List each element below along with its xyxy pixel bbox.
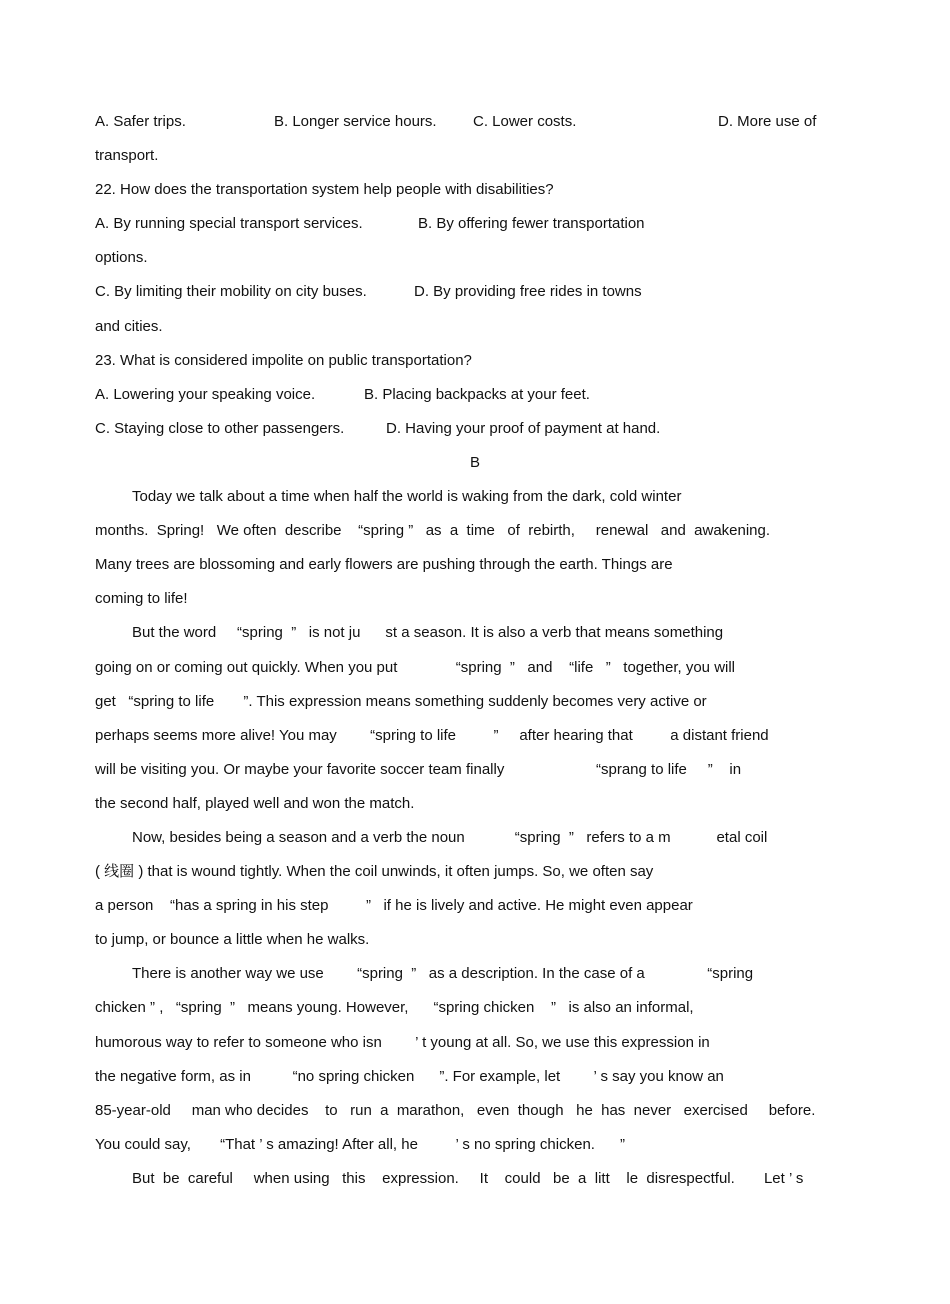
q21-option-a: A. Safer trips. — [95, 113, 186, 130]
passage-line: There is another way we use “spring ” as a description. In the case of a “spring — [132, 965, 754, 982]
q21-option-c: C. Lower costs. — [473, 113, 577, 130]
passage-line: the second half, played well and won the match. — [95, 795, 415, 812]
passage-line: to jump, or bounce a little when he walks. — [95, 931, 370, 948]
passage-line: 85-year-old man who decides to run a marathon, even though he has never exercised before. — [95, 1102, 816, 1119]
q22-question: 22. How does the transportation system help people with disabilities? — [95, 181, 554, 198]
q22-option-b: B. By offering fewer transportation — [418, 215, 645, 232]
q21-option-b: B. Longer service hours. — [274, 113, 437, 130]
q22-option-d: D. By providing free rides in towns — [414, 283, 642, 300]
q23-option-d: D. Having your proof of payment at hand. — [386, 420, 661, 437]
passage-line: will be visiting you. Or maybe your favorite soccer team finally “sprang to life ” in — [95, 761, 742, 778]
passage-line: You could say, “That ’ s amazing! After all, he ’ s no spring chicken. ” — [95, 1136, 625, 1153]
q22-option-b-continued: options. — [95, 249, 148, 266]
passage-line: going on or coming out quickly. When you put “spring ” and “life ” together, you will — [95, 659, 736, 676]
passage-line: humorous way to refer to someone who isn ’ t young at all. So, we use this expression in — [95, 1034, 710, 1051]
passage-line: But the word “spring ” is not ju st a season. It is also a verb that means something — [132, 624, 724, 641]
passage-line: the negative form, as in “no spring chicken ”. For example, let ’ s say you know an — [95, 1068, 724, 1085]
q23-option-b: B. Placing backpacks at your feet. — [364, 386, 590, 403]
passage-line: perhaps seems more alive! You may “spring to life ” after hearing that a distant friend — [95, 727, 769, 744]
passage-line: chicken ” , “spring ” means young. However, “spring chicken ” is also an informal, — [95, 999, 694, 1016]
passage-line: coming to life! — [95, 590, 188, 607]
q21-option-d-continued: transport. — [95, 147, 159, 164]
q23-option-a: A. Lowering your speaking voice. — [95, 386, 316, 403]
q22-option-c: C. By limiting their mobility on city buses. — [95, 283, 367, 300]
q22-option-a: A. By running special transport services. — [95, 215, 363, 232]
q23-question: 23. What is considered impolite on public transportation? — [95, 352, 472, 369]
passage-line: ( 线圈 ) that is wound tightly. When the coil unwinds, it often jumps. So, we often say — [95, 863, 654, 880]
passage-line: months. Spring! We often describe “spring ” as a time of rebirth, renewal and awakening. — [95, 522, 771, 539]
q23-option-c: C. Staying close to other passengers. — [95, 420, 345, 437]
passage-line: Today we talk about a time when half the world is waking from the dark, cold winter — [132, 488, 682, 505]
passage-line: Now, besides being a season and a verb the noun “spring ” refers to a m etal coil — [132, 829, 768, 846]
passage-line: Many trees are blossoming and early flowers are pushing through the earth. Things are — [95, 556, 673, 573]
q22-option-d-continued: and cities. — [95, 318, 163, 335]
section-heading: B — [469, 454, 480, 471]
q21-option-d: D. More use of — [718, 113, 817, 130]
passage-line: a person “has a spring in his step ” if he is lively and active. He might even appear — [95, 897, 693, 914]
passage-line: get “spring to life ”. This expression means something suddenly becomes very active or — [95, 693, 707, 710]
passage-line: But be careful when using this expression. It could be a litt le disrespectful. Let ’ s — [132, 1170, 804, 1187]
